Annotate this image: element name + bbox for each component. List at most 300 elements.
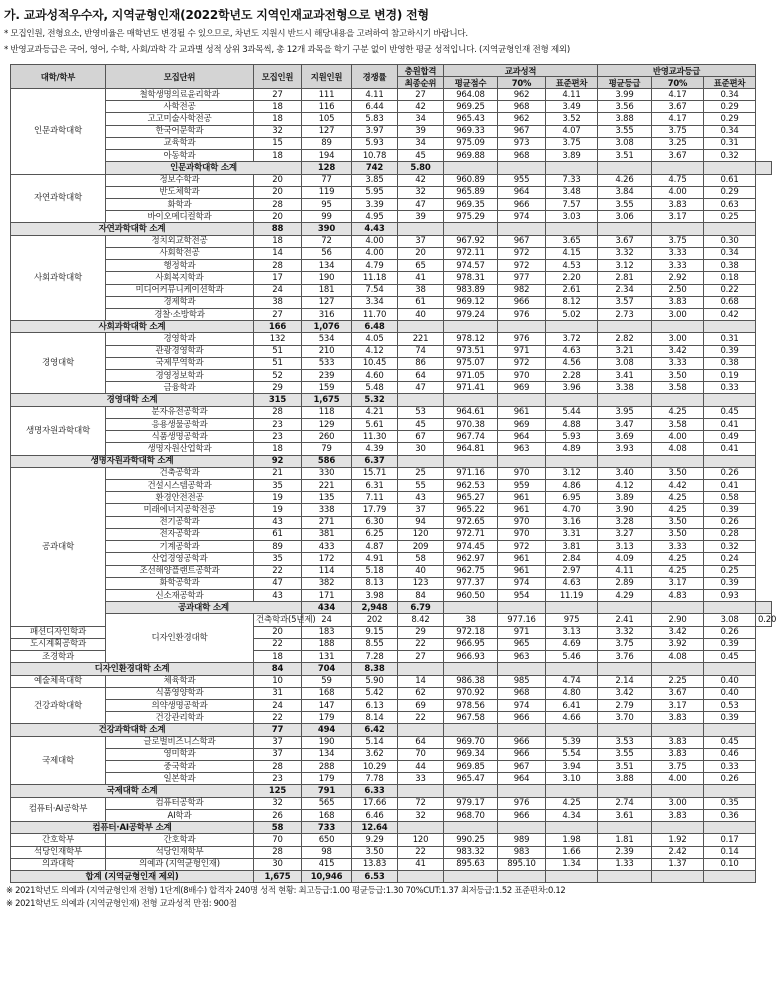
avg-grade-cell: 3.89 xyxy=(598,492,652,504)
quota-cell: 23 xyxy=(254,431,302,443)
applicants-cell: 742 xyxy=(352,162,398,174)
quota-cell: 47 xyxy=(254,577,302,589)
applicants-cell: 183 xyxy=(302,626,352,638)
avg-score-cell: 983.32 xyxy=(444,846,498,858)
grade-stdev-cell: 0.61 xyxy=(704,174,756,186)
quota-cell: 51 xyxy=(254,357,302,369)
unit-cell: 건설시스템공학과 xyxy=(106,480,254,492)
table-row xyxy=(11,382,772,394)
ratio-cell: 13.83 xyxy=(352,858,398,870)
ratio-cell: 3.62 xyxy=(352,748,398,760)
empty-cell xyxy=(652,785,704,797)
applicants-cell: 116 xyxy=(302,101,352,113)
ratio-cell: 5.93 xyxy=(352,137,398,149)
unit-cell: 산업경영공학과 xyxy=(106,553,254,565)
applicants-cell: 494 xyxy=(302,724,352,736)
score-stdev-cell: 3.10 xyxy=(546,773,598,785)
applicants-cell: 59 xyxy=(302,675,352,687)
footnote-2: ※ 2021학년도 의예과 (지역균형인재) 전형 교과성적 만점: 900점 xyxy=(6,898,237,909)
score-stdev-cell: 5.93 xyxy=(546,431,598,443)
final-rank-cell: 209 xyxy=(398,541,444,553)
avg-grade-cell: 3.32 xyxy=(598,247,652,259)
grade-70-cell: 3.67 xyxy=(652,150,704,162)
grade-stdev-cell: 0.25 xyxy=(704,211,756,223)
quota-cell: 434 xyxy=(302,602,352,614)
avg-score-cell: 986.38 xyxy=(444,675,498,687)
applicants-cell: 168 xyxy=(302,687,352,699)
avg-score-cell: 978.56 xyxy=(444,699,498,711)
grade-stdev-cell: 0.41 xyxy=(704,480,756,492)
grade-stdev-cell: 0.32 xyxy=(704,541,756,553)
avg-grade-cell: 2.14 xyxy=(598,675,652,687)
score-70-cell: 972 xyxy=(498,541,546,553)
empty-cell xyxy=(652,321,704,333)
ratio-cell: 8.13 xyxy=(352,577,398,589)
table-row xyxy=(11,260,772,272)
applicants-cell: 118 xyxy=(302,406,352,418)
subtotal-row xyxy=(11,663,772,675)
avg-grade-cell: 3.53 xyxy=(598,736,652,748)
quota-cell: 18 xyxy=(254,443,302,455)
final-rank-cell: 42 xyxy=(398,174,444,186)
admission-results-table xyxy=(10,64,777,883)
applicants-cell: 105 xyxy=(302,113,352,125)
ratio-cell: 3.50 xyxy=(352,846,398,858)
ratio-cell: 10.78 xyxy=(352,150,398,162)
grade-70-cell: 3.58 xyxy=(652,382,704,394)
score-70-cell: 963 xyxy=(498,443,546,455)
grade-70-cell: 3.42 xyxy=(652,345,704,357)
empty-cell xyxy=(498,394,546,406)
score-70-cell: 971 xyxy=(498,626,546,638)
ratio-cell: 15.71 xyxy=(352,467,398,479)
score-70-cell: 970 xyxy=(498,528,546,540)
score-stdev-cell: 1.98 xyxy=(546,834,598,846)
ratio-cell: 5.95 xyxy=(352,186,398,198)
grade-stdev-cell: 0.34 xyxy=(704,247,756,259)
grade-stdev-cell: 0.46 xyxy=(704,748,756,760)
avg-score-cell: 895.63 xyxy=(444,858,498,870)
subtotal-row xyxy=(11,394,772,406)
final-rank-cell: 47 xyxy=(398,198,444,210)
avg-score-cell: 972.71 xyxy=(444,528,498,540)
quota-cell: 20 xyxy=(254,626,302,638)
score-stdev-cell: 3.16 xyxy=(546,516,598,528)
empty-cell xyxy=(598,785,652,797)
ratio-cell: 5.61 xyxy=(352,418,398,430)
page-title: 가. 교과성적우수자, 지역균형인재(2022학년도 지역인재교과전형으로 변경) 전형 xyxy=(4,8,429,22)
unit-cell: 간호학과 xyxy=(106,834,254,846)
score-stdev-cell: 4.70 xyxy=(546,504,598,516)
avg-score-cell: 970.92 xyxy=(444,687,498,699)
score-stdev-cell: 4.80 xyxy=(546,687,598,699)
avg-score-cell: 969.12 xyxy=(444,296,498,308)
quota-cell: 52 xyxy=(254,370,302,382)
score-70-cell: 962 xyxy=(498,113,546,125)
grade-stdev-cell: 0.63 xyxy=(704,198,756,210)
avg-score-cell: 969.25 xyxy=(444,101,498,113)
ratio-cell: 6.30 xyxy=(352,516,398,528)
quota-cell: 15 xyxy=(254,137,302,149)
ratio-cell: 6.37 xyxy=(352,455,398,467)
ratio-cell: 3.39 xyxy=(352,198,398,210)
empty-cell xyxy=(444,162,498,174)
quota-cell: 125 xyxy=(254,785,302,797)
grade-stdev-cell: 0.93 xyxy=(704,589,756,601)
applicants-cell: 210 xyxy=(302,345,352,357)
ratio-cell: 4.79 xyxy=(352,260,398,272)
avg-score-cell: 960.50 xyxy=(444,589,498,601)
empty-cell xyxy=(444,602,498,614)
score-70-cell: 961 xyxy=(498,565,546,577)
ratio-cell: 5.42 xyxy=(352,687,398,699)
empty-cell xyxy=(598,871,652,883)
quota-cell: 20 xyxy=(254,211,302,223)
avg-score-cell: 979.17 xyxy=(444,797,498,809)
header-grade-70: 70% xyxy=(652,77,704,89)
ratio-cell: 4.05 xyxy=(352,333,398,345)
avg-grade-cell: 3.08 xyxy=(598,357,652,369)
score-stdev-cell: 4.07 xyxy=(546,125,598,137)
applicants-cell: 271 xyxy=(302,516,352,528)
grade-stdev-cell: 0.29 xyxy=(704,186,756,198)
grade-stdev-cell: 0.34 xyxy=(704,89,756,101)
grade-70-cell: 3.33 xyxy=(652,357,704,369)
applicants-cell: 239 xyxy=(302,370,352,382)
ratio-cell: 10.45 xyxy=(352,357,398,369)
ratio-cell: 3.97 xyxy=(352,125,398,137)
applicants-cell: 127 xyxy=(302,296,352,308)
empty-cell xyxy=(498,162,546,174)
unit-cell: 영미학과 xyxy=(106,748,254,760)
table-row xyxy=(11,797,772,809)
empty-cell xyxy=(546,394,598,406)
avg-score-cell: 964.81 xyxy=(444,443,498,455)
applicants-cell: 179 xyxy=(302,773,352,785)
unit-cell: 철학생명의료윤리학과 xyxy=(106,89,254,101)
college-cell: 공과대학 xyxy=(11,467,106,626)
quota-cell: 18 xyxy=(254,651,302,663)
table-row xyxy=(11,235,772,247)
final-rank-cell: 40 xyxy=(398,308,444,320)
quota-cell: 19 xyxy=(254,504,302,516)
score-stdev-cell: 4.66 xyxy=(546,712,598,724)
table-row xyxy=(11,113,772,125)
empty-cell xyxy=(546,724,598,736)
unit-cell: 체육학과 xyxy=(106,675,254,687)
grade-stdev-cell: 0.36 xyxy=(704,809,756,821)
table-row xyxy=(11,492,772,504)
grade-70-cell: 3.83 xyxy=(652,296,704,308)
final-rank-cell: 34 xyxy=(398,113,444,125)
applicants-cell: 99 xyxy=(302,211,352,223)
final-rank-cell: 41 xyxy=(398,858,444,870)
quota-cell: 18 xyxy=(254,101,302,113)
grade-70-cell: 3.58 xyxy=(652,418,704,430)
unit-cell: 국제무역학과 xyxy=(106,357,254,369)
quota-cell: 22 xyxy=(254,565,302,577)
grade-stdev-cell: 0.35 xyxy=(704,797,756,809)
final-rank-cell: 37 xyxy=(398,504,444,516)
final-rank-cell: 38 xyxy=(398,284,444,296)
score-70-cell: 985 xyxy=(498,675,546,687)
subtotal-label: 사회과학대학 소계 xyxy=(11,321,254,333)
ratio-cell: 6.33 xyxy=(352,785,398,797)
quota-cell: 88 xyxy=(254,223,302,235)
table-row xyxy=(11,186,772,198)
note-2: * 반영교과등급은 국어, 영어, 수학, 사회/과학 각 교과별 성적 상위 3과목씩, 총 12개 과목을 학기 구분 없이 반영한 평균 성적입니다. (지역균형인재 전형 제외) xyxy=(4,45,570,55)
score-stdev-cell: 4.63 xyxy=(546,577,598,589)
score-stdev-cell: 5.54 xyxy=(546,748,598,760)
final-rank-cell: 45 xyxy=(398,150,444,162)
grade-stdev-cell: 0.68 xyxy=(704,296,756,308)
table-row xyxy=(11,773,772,785)
score-stdev-cell: 3.48 xyxy=(546,186,598,198)
quota-cell: 35 xyxy=(254,553,302,565)
empty-cell xyxy=(598,223,652,235)
ratio-cell: 6.44 xyxy=(352,101,398,113)
empty-cell xyxy=(546,223,598,235)
subtotal-label: 국제대학 소계 xyxy=(11,785,254,797)
empty-cell xyxy=(546,321,598,333)
empty-cell xyxy=(498,785,546,797)
quota-cell: 27 xyxy=(254,308,302,320)
grade-70-cell: 3.50 xyxy=(652,516,704,528)
quota-cell: 166 xyxy=(254,321,302,333)
ratio-cell: 6.42 xyxy=(352,724,398,736)
table-row xyxy=(11,809,772,821)
ratio-cell: 8.42 xyxy=(398,614,444,626)
unit-cell: 교육학과 xyxy=(106,137,254,149)
score-70-cell: 968 xyxy=(498,687,546,699)
final-rank-cell: 39 xyxy=(398,211,444,223)
college-cell: 경영대학 xyxy=(11,333,106,394)
avg-score-cell: 965.27 xyxy=(444,492,498,504)
final-rank-cell: 44 xyxy=(398,761,444,773)
applicants-cell: 433 xyxy=(302,541,352,553)
grade-stdev-cell: 0.29 xyxy=(704,113,756,125)
avg-score-cell: 971.41 xyxy=(444,382,498,394)
applicants-cell: 1,675 xyxy=(302,394,352,406)
applicants-cell: 338 xyxy=(302,504,352,516)
avg-score-cell: 965.43 xyxy=(444,113,498,125)
score-stdev-cell: 4.86 xyxy=(546,480,598,492)
avg-score-cell: 962.75 xyxy=(444,565,498,577)
final-rank-cell: 69 xyxy=(398,699,444,711)
applicants-cell: 194 xyxy=(302,150,352,162)
unit-cell: 사회학전공 xyxy=(106,247,254,259)
header-final-rank-top: 충원합격 xyxy=(398,65,444,77)
applicants-cell: 127 xyxy=(302,125,352,137)
score-stdev-cell: 2.41 xyxy=(598,614,652,626)
score-70-cell: 964 xyxy=(498,186,546,198)
avg-grade-cell: 3.55 xyxy=(598,125,652,137)
applicants-cell: 316 xyxy=(302,308,352,320)
empty-cell xyxy=(444,321,498,333)
applicants-cell: 111 xyxy=(302,89,352,101)
quota-cell: 14 xyxy=(254,247,302,259)
empty-cell xyxy=(444,394,498,406)
header-grade-group: 반영교과등급 xyxy=(598,65,756,77)
grade-70-cell: 4.25 xyxy=(652,406,704,418)
unit-cell: 건축학과(5년제) xyxy=(254,614,302,626)
score-70-cell: 961 xyxy=(498,553,546,565)
avg-grade-cell: 2.81 xyxy=(598,272,652,284)
score-70-cell: 971 xyxy=(498,345,546,357)
ratio-cell: 5.83 xyxy=(352,113,398,125)
applicants-cell: 181 xyxy=(302,284,352,296)
subtotal-label: 건강과학대학 소계 xyxy=(11,724,254,736)
final-rank-cell: 123 xyxy=(398,577,444,589)
quota-cell: 28 xyxy=(254,761,302,773)
table-row xyxy=(11,308,772,320)
ratio-cell: 10.29 xyxy=(352,761,398,773)
grade-stdev-cell: 0.18 xyxy=(704,272,756,284)
grade-70-cell: 3.67 xyxy=(652,687,704,699)
unit-cell: 도시계획공학과 xyxy=(11,638,106,650)
grade-70-cell: 3.00 xyxy=(652,797,704,809)
score-70-cell: 970 xyxy=(498,467,546,479)
grade-70-cell: 3.83 xyxy=(652,198,704,210)
avg-score-cell: 972.18 xyxy=(444,626,498,638)
quota-cell: 77 xyxy=(254,724,302,736)
score-stdev-cell: 5.44 xyxy=(546,406,598,418)
ratio-cell: 5.48 xyxy=(352,382,398,394)
subtotal-label: 인문과학대학 소계 xyxy=(106,162,302,174)
subtotal-label: 디자인환경대학 소계 xyxy=(11,663,254,675)
subtotal-label: 컴퓨터·AI공학부 소계 xyxy=(11,822,254,834)
score-70-cell: 966 xyxy=(498,809,546,821)
avg-grade-cell: 2.73 xyxy=(598,308,652,320)
avg-score-cell: 969.35 xyxy=(444,198,498,210)
header-row-1 xyxy=(11,65,772,77)
final-rank-cell: 41 xyxy=(398,272,444,284)
score-stdev-cell: 5.46 xyxy=(546,651,598,663)
college-cell: 예술체육대학 xyxy=(11,675,106,687)
avg-score-cell: 971.16 xyxy=(444,467,498,479)
grade-stdev-cell: 0.17 xyxy=(704,834,756,846)
ratio-cell: 4.39 xyxy=(352,443,398,455)
ratio-cell: 17.79 xyxy=(352,504,398,516)
table-row xyxy=(11,541,772,553)
score-stdev-cell: 4.89 xyxy=(546,443,598,455)
applicants-cell: 159 xyxy=(302,382,352,394)
unit-cell: 전자공학과 xyxy=(106,528,254,540)
table-row xyxy=(11,357,772,369)
grade-stdev-cell: 0.49 xyxy=(704,431,756,443)
score-70-cell: 966 xyxy=(498,296,546,308)
subtotal-label: 공과대학 소계 xyxy=(106,602,302,614)
applicants-cell: 533 xyxy=(302,357,352,369)
score-70-cell: 974 xyxy=(498,577,546,589)
ratio-cell: 4.21 xyxy=(352,406,398,418)
quota-cell: 32 xyxy=(254,125,302,137)
score-stdev-cell: 3.13 xyxy=(546,626,598,638)
grade-70-cell: 2.50 xyxy=(652,284,704,296)
empty-cell xyxy=(704,822,756,834)
quota-cell: 18 xyxy=(254,235,302,247)
quota-cell: 22 xyxy=(254,712,302,724)
score-stdev-cell: 3.94 xyxy=(546,761,598,773)
table-row xyxy=(11,406,772,418)
avg-grade-cell: 3.51 xyxy=(598,150,652,162)
quota-cell: 37 xyxy=(254,736,302,748)
ratio-cell: 8.55 xyxy=(352,638,398,650)
unit-cell: AI학과 xyxy=(106,809,254,821)
avg-grade-cell: 4.26 xyxy=(598,174,652,186)
avg-grade-cell: 3.88 xyxy=(598,773,652,785)
applicants-cell: 10,946 xyxy=(302,871,352,883)
score-70-cell: 967 xyxy=(498,235,546,247)
applicants-cell: 172 xyxy=(302,553,352,565)
grade-70-cell: 4.00 xyxy=(652,431,704,443)
subtotal-row xyxy=(11,455,772,467)
empty-cell xyxy=(398,223,444,235)
final-rank-cell: 30 xyxy=(398,443,444,455)
grade-stdev-cell: 0.20 xyxy=(756,614,772,626)
avg-grade-cell: 3.88 xyxy=(598,113,652,125)
score-70-cell: 972 xyxy=(498,357,546,369)
table-row xyxy=(11,467,772,479)
avg-grade-cell: 3.12 xyxy=(598,260,652,272)
applicants-cell: 260 xyxy=(302,431,352,443)
score-stdev-cell: 3.96 xyxy=(546,382,598,394)
applicants-cell: 171 xyxy=(302,589,352,601)
quota-cell: 61 xyxy=(254,528,302,540)
score-70-cell: 968 xyxy=(498,101,546,113)
applicants-cell: 390 xyxy=(302,223,352,235)
grade-70-cell: 3.17 xyxy=(652,577,704,589)
empty-cell xyxy=(652,602,704,614)
unit-cell: 아동학과 xyxy=(106,150,254,162)
score-stdev-cell: 3.65 xyxy=(546,235,598,247)
unit-cell: 의약생명공학과 xyxy=(106,699,254,711)
avg-grade-cell: 3.32 xyxy=(598,626,652,638)
score-70-cell: 974 xyxy=(498,211,546,223)
unit-cell: 경제학과 xyxy=(106,296,254,308)
ratio-cell: 11.30 xyxy=(352,431,398,443)
unit-cell: 반도체학과 xyxy=(106,186,254,198)
quota-cell: 92 xyxy=(254,455,302,467)
final-rank-cell: 25 xyxy=(398,467,444,479)
table-row xyxy=(11,528,772,540)
grade-stdev-cell: 0.40 xyxy=(704,687,756,699)
table-row xyxy=(11,480,772,492)
avg-score-cell: 975.09 xyxy=(444,137,498,149)
table-row xyxy=(11,296,772,308)
ratio-cell: 5.14 xyxy=(352,736,398,748)
ratio-cell: 9.29 xyxy=(352,834,398,846)
applicants-cell: 131 xyxy=(302,651,352,663)
applicants-cell: 77 xyxy=(302,174,352,186)
quota-cell: 23 xyxy=(254,418,302,430)
empty-cell xyxy=(398,822,444,834)
final-rank-cell: 58 xyxy=(398,553,444,565)
avg-score-cell: 964.61 xyxy=(444,406,498,418)
avg-grade-cell: 3.99 xyxy=(598,89,652,101)
quota-cell: 24 xyxy=(254,284,302,296)
avg-grade-cell: 3.75 xyxy=(598,638,652,650)
empty-cell xyxy=(704,663,756,675)
final-rank-cell: 84 xyxy=(398,589,444,601)
quota-cell: 128 xyxy=(302,162,352,174)
applicants-cell: 733 xyxy=(302,822,352,834)
ratio-cell: 4.95 xyxy=(352,211,398,223)
score-stdev-cell: 4.88 xyxy=(546,418,598,430)
college-cell: 인문과학대학 xyxy=(11,89,106,175)
quota-cell: 19 xyxy=(254,492,302,504)
avg-grade-cell: 3.67 xyxy=(598,235,652,247)
